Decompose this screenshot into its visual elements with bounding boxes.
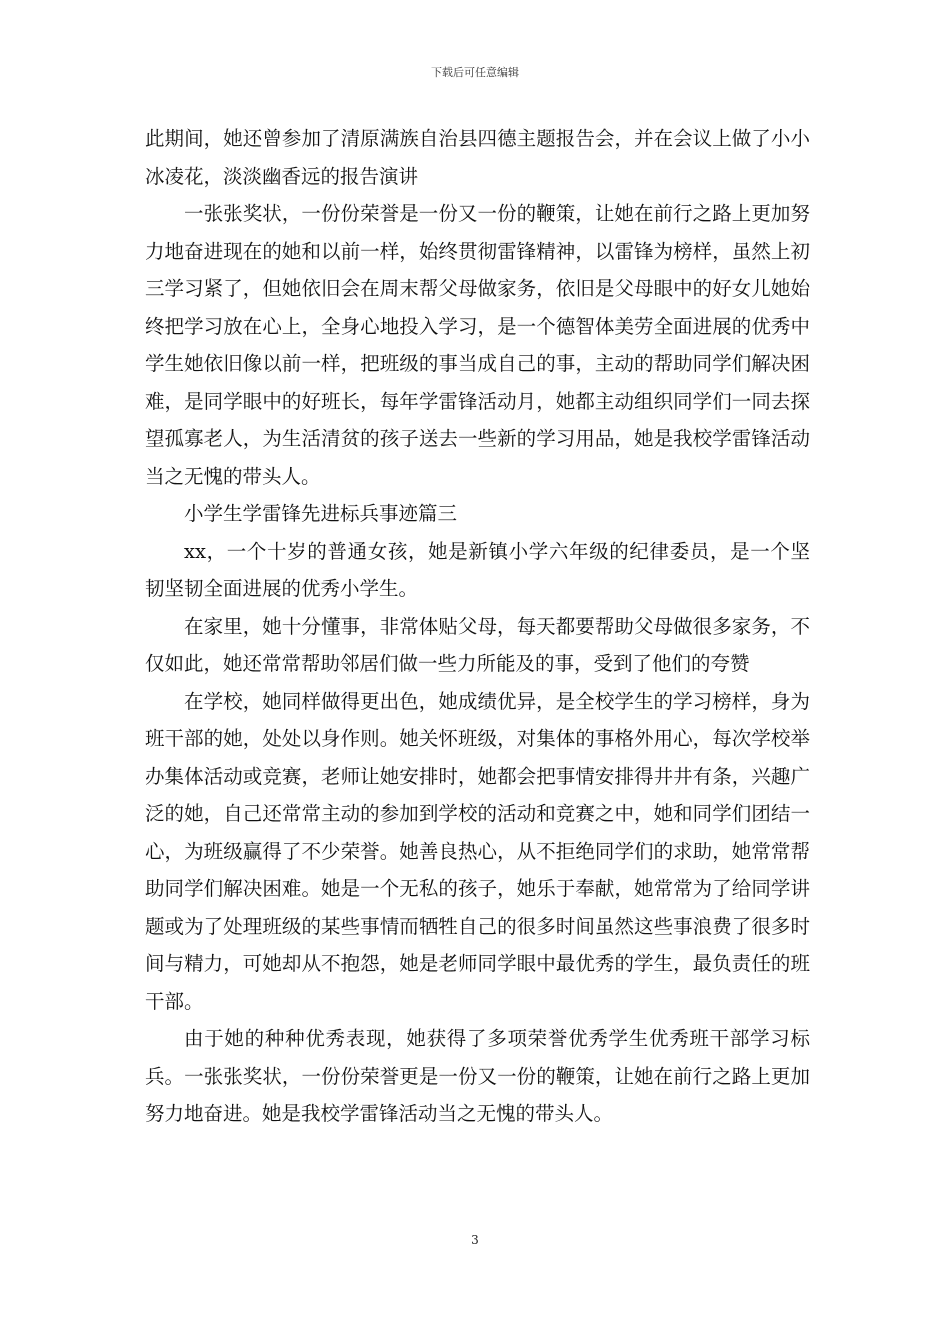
page-header: [0, 66, 950, 80]
paragraph: 一张张奖状，一份份荣誉是一份又一份的鞭策，让她在前行之路上更加努力地奋进现在的她和以前一样，始终贯彻雷锋精神，以雷锋为榜样，虽然上初三学习紧了，但她依旧会在周末帮父母做家务，依旧是父母眼中的好女儿她始终把学习放在心上，全身心地投入学习，是一个德智体美劳全面进展的优秀中学生她依旧像以前一样，把班级的事当成自己的事，主动的帮助同学们解决困难，是同学眼中的好班长，每年学雷锋活动月，她都主动组织同学们一同去探望孤寡老人，为生活清贫的孩子送去一些新的学习用品，她是我校学雷锋活动当之无愧的带头人。: [145, 202, 810, 488]
document-body: [145, 120, 810, 1133]
page-number: [0, 1233, 950, 1247]
paragraph: xx，一个十岁的普通女孩，她是新镇小学六年级的纪律委员，是一个坚韧坚韧全面进展的优秀小学生。: [145, 539, 810, 600]
paragraph: 由于她的种种优秀表现，她获得了多项荣誉优秀学生优秀班干部学习标兵。一张张奖状，一份份荣誉更是一份又一份的鞭策，让她在前行之路上更加努力地奋进。她是我校学雷锋活动当之无愧的带头人。: [145, 1027, 810, 1125]
section-heading: 小学生学雷锋先进标兵事迹篇三: [184, 502, 458, 525]
paragraph-continuation: 此期间，她还曾参加了清原满族自治县四德主题报告会，并在会议上做了小小冰凌花，淡淡幽香远的报告演讲: [145, 127, 810, 188]
page-number-text: 3: [471, 1233, 479, 1247]
paragraph: 在学校，她同样做得更出色，她成绩优异，是全校学生的学习榜样，身为班干部的她，处处以身作则。她关怀班级，对集体的事格外用心，每次学校举办集体活动或竞赛，老师让她安排时，她都会把事情安排得井井有条，兴趣广泛的她，自己还常常主动的参加到学校的活动和竞赛之中，她和同学们团结一心，为班级赢得了不少荣誉。她善良热心，从不拒绝同学们的求助，她常常帮助同学们解决困难。她是一个无私的孩子，她乐于奉献，她常常为了给同学讲题或为了处理班级的某些事情而牺牲自己的很多时间虽然这些事浪费了很多时间与精力，可她却从不抱怨，她是老师同学眼中最优秀的学生，最负责任的班干部。: [145, 689, 810, 1013]
paragraph: 在家里，她十分懂事，非常体贴父母，每天都要帮助父母做很多家务，不仅如此，她还常常帮助邻居们做一些力所能及的事，受到了他们的夸赞: [145, 614, 810, 675]
header-text: 下载后可任意编辑: [431, 66, 519, 79]
